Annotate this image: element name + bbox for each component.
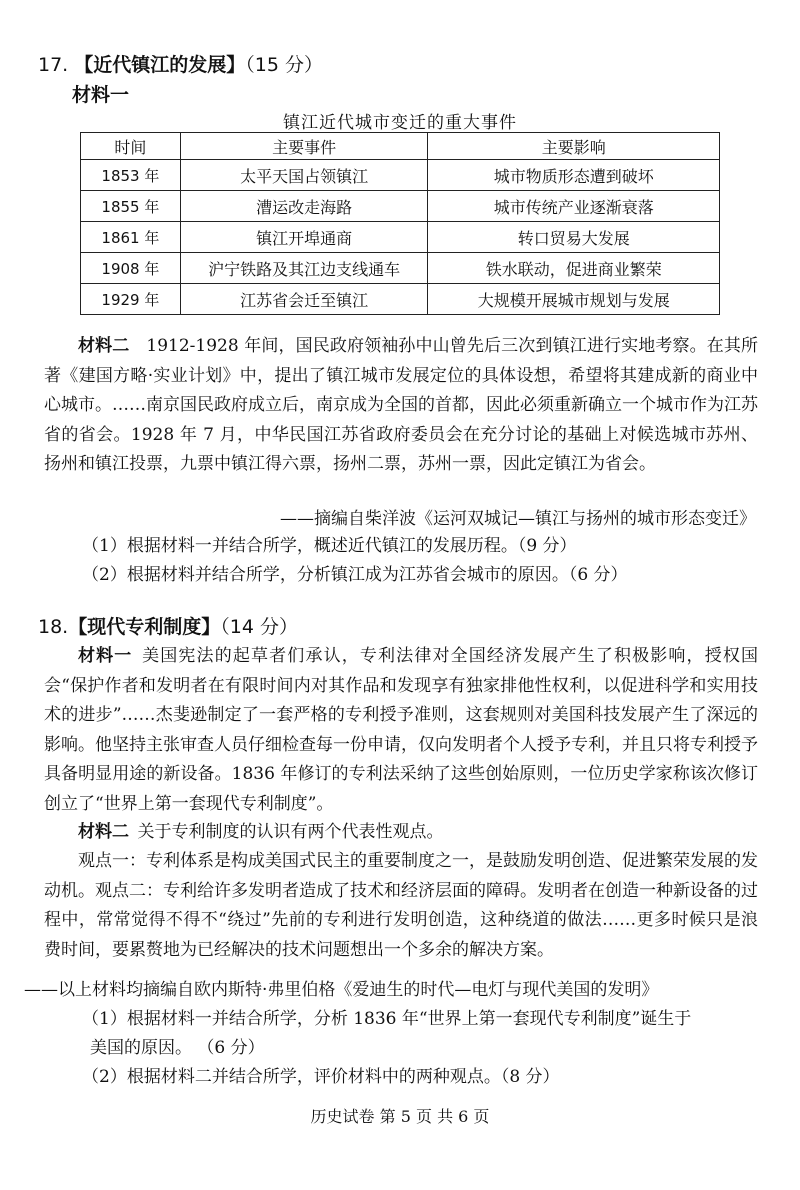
q18-source: ——以上材料均摘编自欧内斯特·弗里伯格《爱迪生的时代—电灯与现代美国的发明》 — [24, 980, 659, 1000]
row-year: 1929 年 — [81, 284, 181, 315]
q17-source: ——摘编自柴洋波《运河双城记—镇江与扬州的城市形态变迁》 — [280, 509, 756, 529]
row-year: 1853 年 — [81, 160, 181, 191]
table-row — [81, 253, 720, 284]
table-row — [81, 222, 720, 253]
q17-material1-label: 材料一 — [72, 84, 130, 106]
q18-heading — [38, 612, 298, 639]
row-impact: 转口贸易大发展 — [428, 222, 720, 253]
col-header-event: 主要事件 — [180, 133, 428, 160]
q17-material2-paragraph — [44, 332, 758, 480]
events-table — [80, 132, 720, 315]
row-impact: 大规模开展城市规划与发展 — [428, 284, 720, 315]
q17-title: 【近代镇江的发展】 — [74, 54, 246, 76]
row-impact: 铁水联动，促进商业繁荣 — [428, 253, 720, 284]
row-year: 1908 年 — [81, 253, 181, 284]
table-row — [81, 160, 720, 191]
q17-question2: （2）根据材料并结合所学，分析镇江成为江苏省会城市的原因。（6 分） — [82, 565, 628, 585]
col-header-time: 时间 — [81, 133, 181, 160]
table-row — [81, 191, 720, 222]
row-event: 沪宁铁路及其江边支线通车 — [180, 253, 428, 284]
q18-title: 【现代专利制度】 — [68, 616, 221, 638]
q18-number: 18. — [38, 616, 69, 638]
q18-material1-label: 材料一 — [78, 646, 133, 666]
q18-material2-label: 材料二 — [78, 822, 129, 842]
row-impact: 城市物质形态遭到破坏 — [428, 160, 720, 191]
q17-question1: （1）根据材料一并结合所学，概述近代镇江的发展历程。（9 分） — [82, 536, 577, 556]
q17-heading — [38, 50, 323, 77]
q18-question1-line2: 美国的原因。 （6 分） — [90, 1038, 265, 1058]
q17-material2-text: 1912-1928 年间，国民政府领袖孙中山曾先后三次到镇江进行实地考察。在其所著《建国方略·实业计划》中，提出了镇江城市发展定位的具体设想，希望将其建成新的商业中心城市。……南京国民政府成立后，南京成为全国的首都，因此必须重新确立一个城市作为江苏省的省会。1928 年 7 月，中华民国江苏省政府委员会在充分讨论的基础上对候选城市苏州、扬州和镇江投票，九票中镇江得六票，扬州二票，苏州一票，因此定镇江为省会。 — [44, 336, 759, 474]
row-event: 漕运改走海路 — [180, 191, 428, 222]
row-year: 1855 年 — [81, 191, 181, 222]
row-event: 太平天国占领镇江 — [180, 160, 428, 191]
q18-question1-line1: （1）根据材料一并结合所学，分析 1836 年“世界上第一套现代专利制度”诞生于 — [82, 1009, 692, 1029]
q17-score: （15 分） — [245, 54, 323, 76]
q18-material2-intro: 关于专利制度的认识有两个代表性观点。 — [137, 822, 444, 842]
q18-question2: （2）根据材料二并结合所学，评价材料中的两种观点。（8 分） — [82, 1067, 560, 1087]
q17-number: 17. — [38, 54, 69, 76]
q18-viewpoints: 观点一：专利体系是构成美国式民主的重要制度之一，是鼓励发明创造、促进繁荣发展的发动机。观点二：专利给许多发明者造成了技术和经济层面的障碍。发明者在创造一种新设备的过程中，常常觉得不得不“绕过”先前的专利进行发明创造，这种绕道的做法……更多时候只是浪费时间，要累赘地为已经解决的技术问题想出一个多余的解决方案。 — [44, 851, 758, 960]
row-impact: 城市传统产业逐渐衰落 — [428, 191, 720, 222]
table-header-row — [81, 133, 720, 160]
table-row — [81, 284, 720, 315]
page-footer: 历史试卷 第 5 页 共 6 页 — [310, 1107, 490, 1126]
row-event: 江苏省会迁至镇江 — [180, 284, 428, 315]
q17-material2-label: 材料二 — [78, 336, 130, 356]
q18-score: （14 分） — [220, 616, 298, 638]
q18-material1-paragraph — [44, 642, 758, 819]
table-caption: 镇江近代城市变迁的重大事件 — [283, 113, 517, 133]
q18-material2-paragraph — [44, 818, 758, 848]
col-header-impact: 主要影响 — [428, 133, 720, 160]
row-event: 镇江开埠通商 — [180, 222, 428, 253]
q18-material1-text: 美国宪法的起草者们承认，专利法律对全国经济发展产生了积极影响，授权国会“保护作者和发明者在有限时间内对其作品和发现享有独家排他性权利，以促进科学和实用技术的进步”……杰斐逊制定了一套严格的专利授予准则，这套规则对美国科技发展产生了深远的影响。他坚持主张审查人员仔细检查每一份申请，仅向发明者个人授予专利，并且只将专利授予具备明显用途的新设备。1836 年修订的专利法采纳了这些创始原则，一位历史学家称该次修订创立了“世界上第一套现代专利制度”。 — [44, 646, 759, 814]
row-year: 1861 年 — [81, 222, 181, 253]
